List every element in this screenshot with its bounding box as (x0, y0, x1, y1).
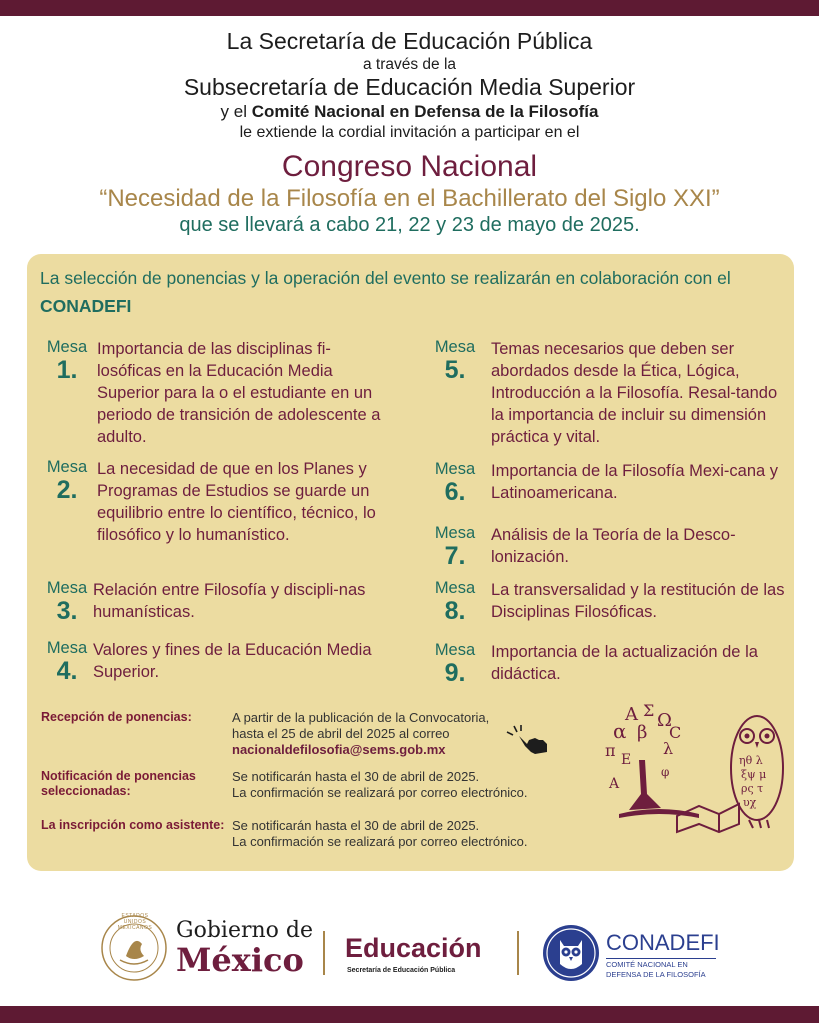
pointing-hand-icon (505, 724, 549, 756)
info-line: La confirmación se realizará por correo electrónico. (232, 834, 528, 849)
info-line: A partir de la publicación de la Convocatoria, (232, 710, 490, 725)
mesa-number: 3. (56, 597, 78, 625)
philosophy-tree-owl-illustration (599, 698, 789, 844)
footer (0, 900, 819, 1000)
email-address[interactable]: nacionaldefilosofia@sems.gob.mx (232, 742, 446, 757)
event-theme: “Necesidad de la Filosofía en el Bachillerato del Siglo XXI” (99, 185, 720, 212)
footer-divider (323, 931, 325, 975)
info-label: Recepción de ponencias: (41, 710, 192, 724)
mesa-text: La necesidad de que en los Planes y Programas de Estudios se guarde un equilibrio entre lo científico, técnico, lo filosófico y lo humanístico. (97, 460, 376, 544)
panel-intro-text: La selección de ponencias y la operación del evento se realizarán en colaboración con el (40, 268, 731, 288)
content-panel (27, 254, 794, 871)
bottom-bar (0, 1006, 819, 1023)
gobierno-line1: Gobierno de (176, 918, 313, 943)
svg-text:ηθ λ: ηθ λ (739, 754, 763, 767)
panel-intro-conadefi: CONADEFI (40, 296, 132, 316)
svg-text:β: β (637, 722, 648, 743)
mesa-text: Análisis de la Teoría de la Desco-lonización. (491, 526, 736, 566)
top-bar (0, 0, 819, 16)
info-line: La confirmación se realizará por correo electrónico. (232, 785, 528, 800)
info-text (232, 818, 592, 850)
svg-text:υχ: υχ (743, 796, 757, 809)
svg-text:λ: λ (663, 739, 674, 758)
mesa-text: La transversalidad y la restitución de las Disciplinas Filosóficas. (491, 581, 785, 621)
conadefi-rule (606, 958, 716, 959)
owl-logo-icon (542, 924, 600, 982)
svg-text:φ: φ (661, 765, 670, 779)
mesa-number: 6. (444, 478, 466, 506)
svg-text:Σ: Σ (643, 701, 655, 720)
svg-text:α: α (613, 719, 627, 743)
info-line: Se notificarán hasta el 30 de abril de 2025. (232, 769, 480, 784)
event-title: Congreso Nacional (281, 150, 538, 183)
mesa-label: Mesa (46, 579, 88, 597)
header-invitation: le extiende la cordial invitación a participar en el (239, 124, 580, 141)
mesa-label: Mesa (434, 579, 476, 597)
mesa-number: 5. (444, 356, 466, 384)
mesa-label: Mesa (434, 524, 476, 542)
svg-text:ξψ μ: ξψ μ (741, 768, 767, 781)
conadefi-sub2: DEFENSA DE LA FILOSOFÍA (606, 970, 706, 979)
mesa-text: Importancia de la Filosofía Mexi-cana y Latinoamericana. (491, 462, 779, 502)
svg-text:ρς τ: ρς τ (741, 782, 764, 795)
info-line: Se notificarán hasta el 30 de abril de 2025. (232, 818, 480, 833)
panel-intro (40, 264, 760, 320)
mesa-text: Importancia de las disciplinas fi-losóficas en la Educación Media Superior para la o el estudiante en un periodo de transición de adolescente a adulto. (97, 340, 381, 446)
educacion-subtitle: Secretaría de Educación Pública (347, 967, 456, 974)
conadefi-sub1: COMITÉ NACIONAL EN (606, 960, 688, 969)
mesa-number: 2. (56, 476, 78, 504)
svg-text:Ω: Ω (657, 710, 672, 731)
mesa-label: Mesa (434, 338, 476, 356)
header-via: a través de la (362, 56, 457, 73)
mesa-number: 7. (444, 542, 466, 570)
header-comite-name: Comité Nacional en Defensa de la Filosofía (251, 102, 599, 121)
mesa-number: 9. (444, 659, 466, 687)
mesa-number: 8. (444, 597, 466, 625)
svg-text:π: π (605, 741, 616, 760)
educacion-title: Educación (345, 933, 482, 963)
seal-text: ESTADOS UNIDOS MEXICANOS (117, 913, 153, 931)
svg-text:C: C (669, 723, 682, 742)
event-dates: que se llevará a cabo 21, 22 y 23 de mayo de 2025. (179, 214, 640, 236)
mesa-label: Mesa (434, 460, 476, 478)
mesa-label: Mesa (46, 338, 88, 356)
svg-text:A: A (625, 704, 638, 725)
mesa-label: Mesa (434, 641, 476, 659)
svg-text:A: A (609, 776, 620, 792)
mesa-text: Valores y fines de la Educación Media Superior. (93, 641, 372, 681)
footer-divider (517, 931, 519, 975)
conadefi-title: CONADEFI (606, 930, 720, 955)
info-text (232, 769, 592, 801)
mesa-number: 1. (56, 356, 78, 384)
mesa-text: Temas necesarios que deben ser abordados desde la Ética, Lógica, Introducción a la Filosofía. Resal-tando la importancia de incluir su dimensión práctica y vital. (491, 340, 778, 446)
info-label: La inscripción como asistente: (41, 818, 225, 832)
header-comite (0, 101, 819, 122)
mesa-text: Importancia de la actualización de la didáctica. (491, 643, 758, 683)
mesa-label: Mesa (46, 458, 88, 476)
info-label: Notificación de ponencias seleccionadas: (41, 769, 196, 798)
header (0, 26, 819, 238)
mesa-label: Mesa (46, 639, 88, 657)
gobierno-line2: México (176, 941, 304, 979)
mesa-text: Relación entre Filosofía y discipli-nas humanísticas. (93, 581, 366, 621)
header-sep: La Secretaría de Educación Pública (226, 28, 593, 54)
header-comite-prefix: y el (220, 102, 252, 121)
svg-text:E: E (621, 752, 632, 768)
info-line: hasta el 25 de abril del 2025 al correo (232, 726, 450, 741)
header-subsecretaria: Subsecretaría de Educación Media Superior (183, 74, 636, 100)
mesa-number: 4. (56, 657, 78, 685)
